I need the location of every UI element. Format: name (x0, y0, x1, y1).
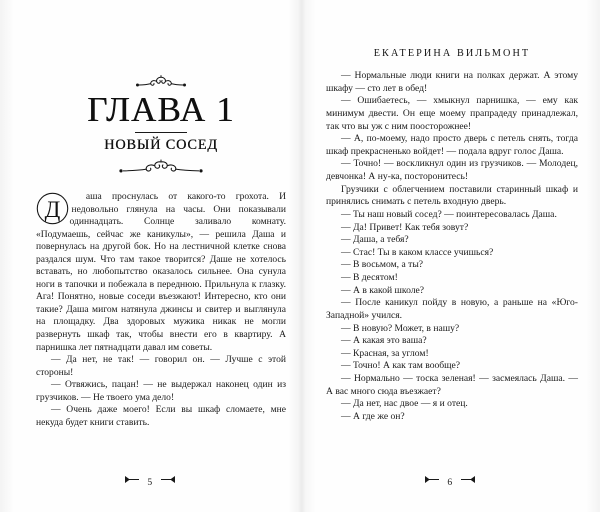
paragraph: — Стас! Ты в каком классе учишься? (341, 246, 494, 258)
paragraph: — В новую? Может, в нашу? (341, 322, 460, 334)
paragraph: — Красная, за углом! (341, 347, 429, 359)
right-page (300, 0, 600, 512)
folio-dash-right (460, 475, 475, 486)
right-page-body (326, 70, 578, 424)
folio-dash-left (425, 475, 440, 486)
paragraph: — В десятом! (341, 272, 398, 283)
chapter-subtitle: НОВЫЙ СОСЕД (104, 137, 218, 153)
paragraph: — В восьмом, а ты? (341, 259, 424, 271)
chapter-number-title: ГЛАВА 1 (87, 90, 235, 129)
paragraph: — После каникул пойду в новую, а раньше на «Юго-Западной» учился. (326, 297, 578, 321)
paragraph: — А где же он? (341, 410, 405, 422)
paragraph: Грузчики с облегчением поставили старинный шкаф и принялись снимать с петель входную дверь. (326, 183, 578, 208)
folio-number: 5 (147, 477, 153, 488)
dropcap-letter-icon (36, 192, 69, 225)
svg-text:Д: Д (44, 197, 61, 222)
flourish-ornament-icon (36, 74, 286, 90)
paragraph: — Очень даже моего! Если вы шкаф сломаете, мне некуда будет книги ставить. (36, 404, 286, 428)
paragraph: — Нормальные люди книги на полках держат. А этому шкафу — сто лет в обед! (326, 70, 578, 94)
folio-dash-left (125, 475, 140, 486)
paragraph: — Точно! А как там вообще? (341, 360, 461, 372)
folio-number: 6 (447, 477, 453, 488)
folio-dash-right (160, 475, 175, 486)
left-page-folio (0, 475, 300, 488)
dropcap-paragraph (36, 191, 286, 354)
paragraph: — Да нет, не так! — говорил он. — Лучше с этой стороны! (36, 354, 286, 378)
paragraph: — Даша, а тебя? (341, 234, 409, 246)
paragraph: — Нормально — тоска зеленая! — засмеялась Даша. — А вас много сюда въезжает? (326, 373, 578, 397)
paragraph: — Да нет, нас двое — я и отец. (341, 398, 468, 410)
paragraph: — Ты наш новый сосед? — поинтересовалась Даша. (341, 208, 557, 220)
paragraph: — Точно! — воскликнул один из грузчиков. — Молодец, девчонка! А ну-ка, посторонитесь! (326, 158, 578, 182)
paragraph: — А, по-моему, надо просто дверь с петель снять, тогда шкаф прекрасненько войдет! — подала вдруг голос Даша. (326, 133, 578, 157)
chapter-divider-rule (135, 132, 187, 133)
paragraph: — А какая это ваша? (341, 335, 427, 347)
chapter-opener (36, 74, 286, 175)
flourish-ornament-icon-bottom (36, 157, 286, 175)
paragraph: — Да! Привет! Как тебя зовут? (341, 221, 469, 233)
paragraph: — Отвяжись, пацан! — не выдержал наконец один из грузчиков. — Не твоего ума дело! (36, 379, 286, 403)
paragraph: — Ошибаетесь, — хмыкнул парнишка, — ему как минимум двести. Он еще моему прапрадеду принадлежал, так что вы уж с ним поосторожнее! (326, 95, 578, 132)
paragraph: аша проснулась от какого-то грохота. И недовольно глянула на часы. Они показывали одиннадцать. Солнце заливало комнату. «Подумаешь, сейчас же каникулы», — решила Даша и повернулась на другой бок. Но на лестничной клетке снова раздался шум. Что там такое творится? Даше не хотелось вставать, но любопытство оказалось сильнее. Она сунула ноги в тапочки и побежала в переднюю. Прильнула к глазку. Ага! Понятно, новые соседи въезжают! Интересно, кто они такие? Даша мигом натянула джинсы и свитер и выглянула на площадку. Два здоровых мужика никак не могли развернуть шкаф так, чтобы внести его в квартиру. А парнишка лет пятнадцати давал им советы. (36, 191, 286, 353)
paragraph: — А в какой школе? (341, 284, 425, 296)
running-head-author: ЕКАТЕРИНА ВИЛЬМОНТ (373, 48, 531, 59)
left-page-body (36, 191, 286, 429)
right-page-folio (300, 475, 600, 488)
